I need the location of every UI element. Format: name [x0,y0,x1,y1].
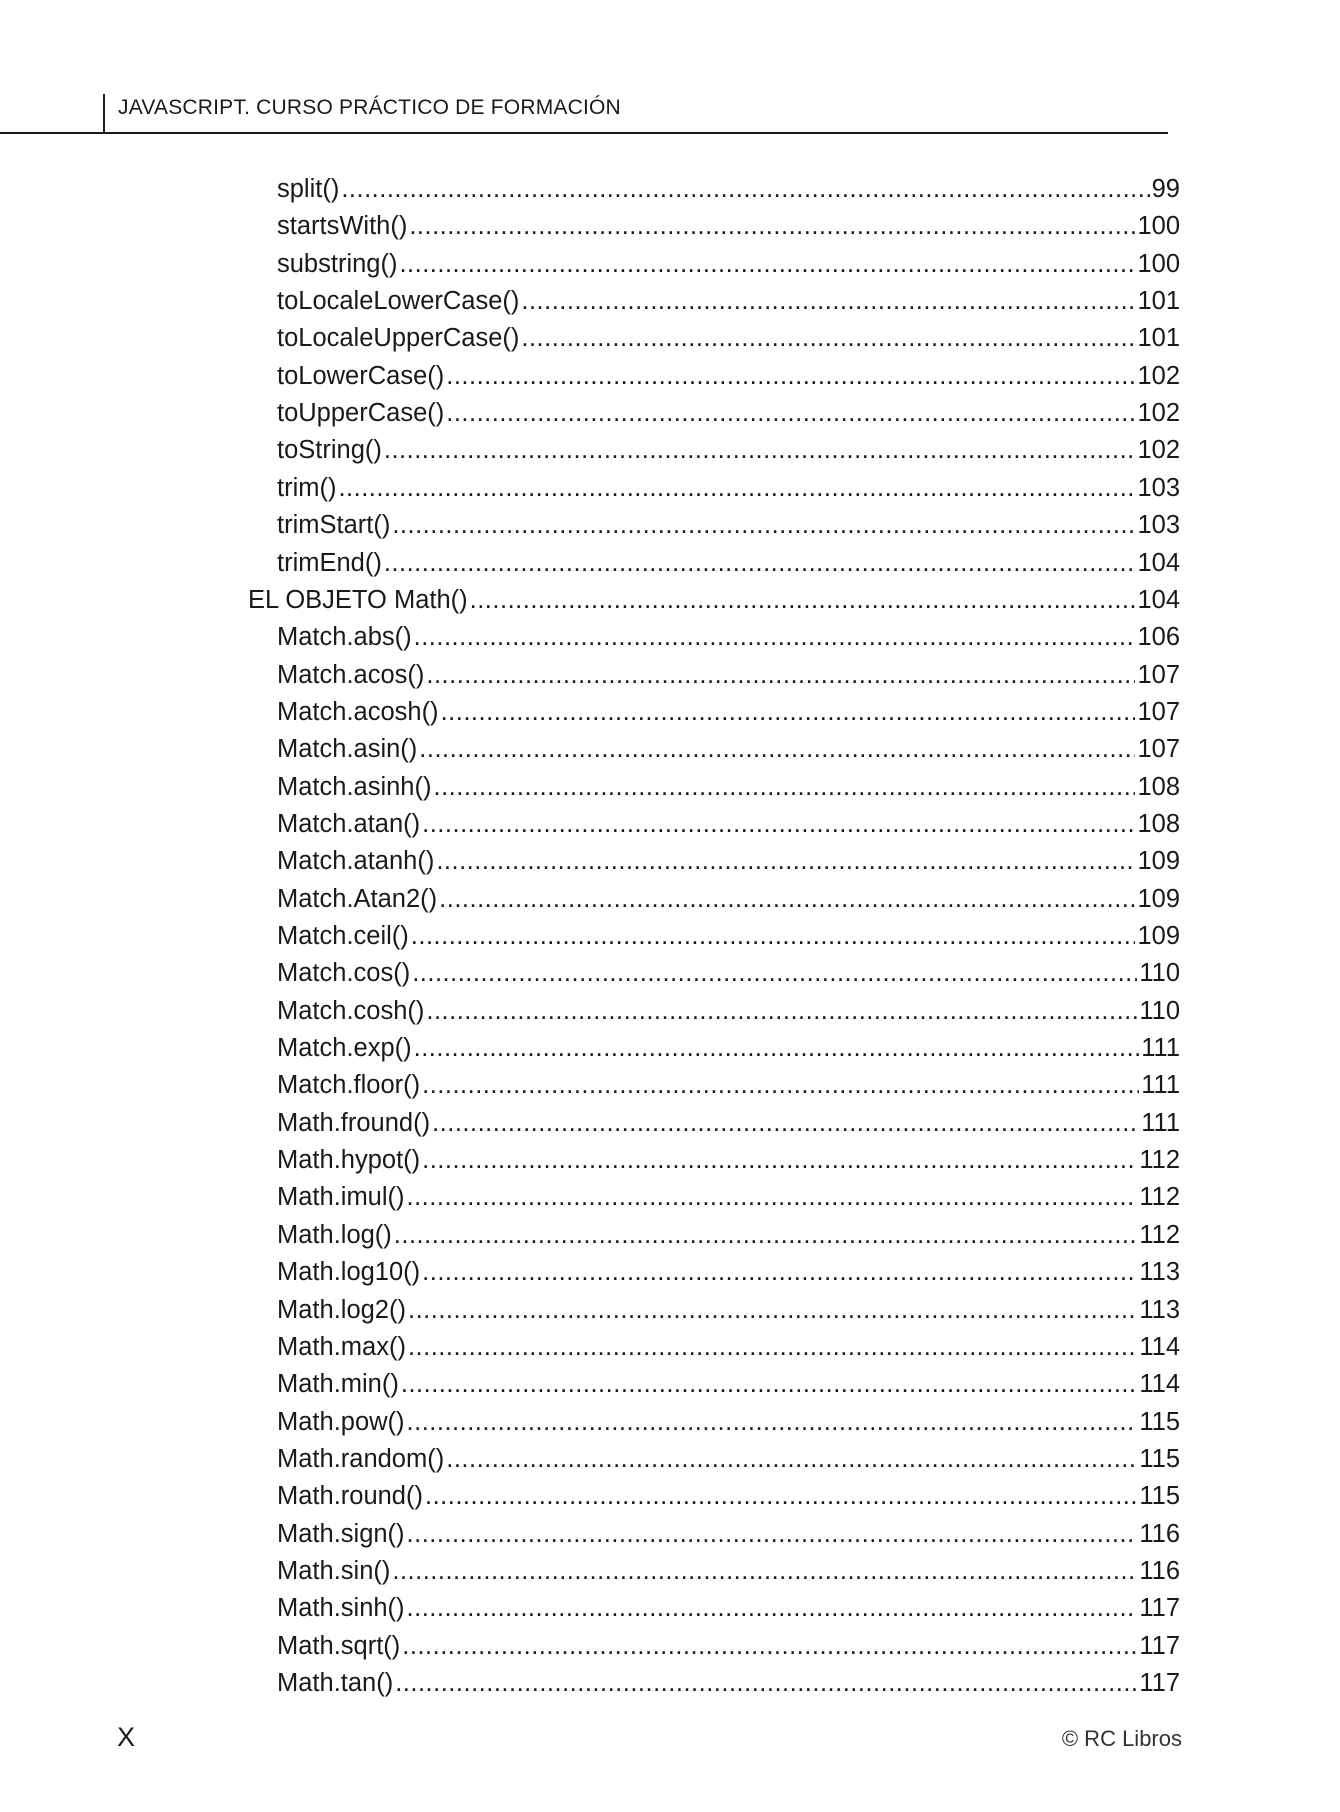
toc-entry-page: 110 [1139,959,1180,988]
toc-entry-page: 101 [1137,324,1180,353]
toc-entry-page: 110 [1139,996,1180,1025]
toc-entry [277,208,1180,245]
toc-entry-page: 106 [1137,623,1180,652]
toc-entry-page: 114 [1139,1332,1180,1361]
toc-dot-leader [446,1441,1137,1478]
toc-entry-label: Math.min() [277,1370,399,1399]
toc-dot-leader [422,1142,1137,1179]
toc-entry-page: 108 [1137,809,1180,838]
toc-dot-leader [384,545,1136,582]
toc-entry-label: Match.asin() [277,735,418,764]
toc-entry-page: 115 [1139,1444,1180,1473]
toc-entry [277,507,1180,544]
toc-entry-label: Math.sinh() [277,1594,405,1623]
toc-entry-page: 115 [1139,1407,1180,1436]
toc-entry-label: startsWith() [277,212,408,241]
toc-dot-leader [392,507,1135,544]
toc-entry [277,918,1180,955]
toc-entry-label: trimStart() [277,511,391,540]
toc-dot-leader [436,843,1135,880]
toc-entry-label: toLowerCase() [277,361,445,390]
toc-dot-leader [411,918,1136,955]
toc-dot-leader [407,1516,1138,1553]
toc-entry [277,1516,1180,1553]
toc-entry [277,806,1180,843]
toc-entry-page: 112 [1139,1146,1180,1175]
toc-entry-page: 102 [1137,361,1180,390]
toc-dot-leader [441,694,1136,731]
publisher-credit: © RC Libros [1061,1726,1182,1751]
toc-entry-page: 111 [1141,1071,1180,1100]
toc-entry-page: 111 [1141,1034,1180,1063]
toc-dot-leader [394,1217,1138,1254]
toc-entry-label: Match.floor() [277,1071,421,1100]
toc-entry [277,619,1180,656]
toc-entry-label: Match.cos() [277,959,411,988]
toc-entry-label: Math.random() [277,1444,445,1473]
toc-entry-page: 111 [1141,1108,1180,1137]
toc-entry-label: Math.max() [277,1332,406,1361]
toc-entry-page: 114 [1139,1370,1180,1399]
toc-entry-label: toUpperCase() [277,399,445,428]
toc-entry-label: Math.round() [277,1482,423,1511]
toc-entry [277,545,1180,582]
toc-entry [277,283,1180,320]
toc-dot-leader [446,395,1135,432]
toc-entry [277,470,1180,507]
toc-entry-page: 101 [1137,287,1180,316]
toc-entry-page: 107 [1137,697,1180,726]
toc-dot-leader [439,881,1135,918]
toc-entry [277,432,1180,469]
toc-entry-label: Math.sin() [277,1556,391,1585]
toc-entry-page: 103 [1137,473,1180,502]
toc-entry [277,395,1180,432]
toc-entry-label: Math.tan() [277,1669,394,1697]
toc-entry [277,1665,1180,1702]
toc-entry [277,1030,1180,1067]
toc-dot-leader [407,1179,1138,1216]
toc-entry [277,1142,1180,1179]
toc-entry-label: toLocaleLowerCase() [277,287,520,316]
toc-dot-leader [407,1590,1138,1627]
toc-entry-label: Match.Atan2() [277,884,438,913]
toc-entry-label: Match.atanh() [277,847,435,876]
toc-entry-label: Match.atan() [277,809,421,838]
toc-entry-page: 116 [1139,1519,1180,1548]
toc-dot-leader [401,1366,1137,1403]
toc-entry [277,1179,1180,1216]
toc-entry-label: split() [277,175,340,203]
toc-entry [277,1366,1180,1403]
toc-entry [277,320,1180,357]
toc-dot-leader [419,731,1135,768]
toc-entry [277,1553,1180,1590]
toc-dot-leader [446,358,1135,395]
toc-entry-page: 104 [1137,548,1180,577]
header-vertical-rule [103,94,105,134]
toc-entry-label: Math.log10() [277,1258,421,1287]
toc-dot-leader [402,1628,1137,1665]
toc-entry [277,955,1180,992]
toc-entry-page: 100 [1137,249,1180,278]
toc-entry [277,657,1180,694]
toc-entry [277,1105,1180,1142]
toc-entry [277,993,1180,1030]
toc-entry-page: 113 [1139,1295,1180,1324]
toc-dot-leader [395,1665,1137,1702]
toc-entry-page: 117 [1139,1594,1180,1623]
toc-entry-page: 107 [1137,735,1180,764]
toc-entry-label: trimEnd() [277,548,382,577]
toc-entry-label: Match.acosh() [277,697,439,726]
toc-dot-leader [426,657,1135,694]
toc-dot-leader [414,1030,1140,1067]
toc-entry-label: Math.log() [277,1220,392,1249]
toc-dot-leader [408,1292,1137,1329]
toc-entry [277,1067,1180,1104]
toc-dot-leader [409,208,1135,245]
toc-dot-leader [422,1254,1137,1291]
toc-entry-page: 113 [1139,1258,1180,1287]
page-number: X [117,1722,136,1752]
toc-entry-label: Match.cosh() [277,996,425,1025]
toc-entry-label: Match.abs() [277,623,412,652]
toc-dot-leader [338,470,1135,507]
toc-entry-label: trim() [277,473,337,502]
toc-entry-label: Math.hypot() [277,1146,421,1175]
toc-entry-page: 102 [1137,436,1180,465]
toc-entry [277,171,1180,208]
toc-entry [277,1441,1180,1478]
toc-entry [277,1292,1180,1329]
toc-entry [277,1254,1180,1291]
toc-entry [277,1478,1180,1515]
toc-entry-label: toLocaleUpperCase() [277,324,520,353]
toc-entry [277,1217,1180,1254]
toc-entry-page: 115 [1139,1482,1180,1511]
toc-dot-leader [422,806,1135,843]
toc-dot-leader [392,1553,1137,1590]
toc-entry-label: Math.fround() [277,1108,431,1137]
toc-entry-label: Math.sign() [277,1519,405,1548]
toc-entry-page: 117 [1139,1669,1180,1697]
toc-entry [277,358,1180,395]
toc-entry-page: 102 [1137,399,1180,428]
toc-dot-leader [426,993,1137,1030]
toc-entry-page: 112 [1139,1183,1180,1212]
toc-dot-leader [384,432,1136,469]
toc-dot-leader [432,1105,1139,1142]
toc-entry-page: 117 [1139,1631,1180,1660]
toc-entry [277,769,1180,806]
toc-entry-page: 104 [1137,585,1180,614]
toc-entry [277,881,1180,918]
toc-entry-label: Match.acos() [277,660,425,689]
toc-entry-page: 103 [1137,511,1180,540]
toc-entry [277,1628,1180,1665]
toc-section-entry [248,582,1180,619]
toc-entry-page: 109 [1137,847,1180,876]
toc-entry-page: 109 [1137,884,1180,913]
toc-entry-label: Math.pow() [277,1407,405,1436]
toc-dot-leader [399,246,1135,283]
toc-entry [277,246,1180,283]
toc-entry [277,1329,1180,1366]
toc-entry [277,843,1180,880]
toc-dot-leader [412,955,1137,992]
toc-entry-page: 108 [1137,772,1180,801]
toc-entry-label: substring() [277,249,398,278]
toc-entry [277,1590,1180,1627]
toc-dot-leader [422,1067,1139,1104]
toc-dot-leader [407,1404,1138,1441]
toc-dot-leader [433,769,1135,806]
toc-entry-label: Match.asinh() [277,772,432,801]
toc-entry [277,694,1180,731]
toc-dot-leader [408,1329,1137,1366]
toc-entry-label: Math.log2() [277,1295,406,1324]
toc-dot-leader [521,283,1135,320]
toc-entry-label: Math.imul() [277,1183,405,1212]
toc-entry-page: 116 [1139,1556,1180,1585]
toc-entry-label: Match.ceil() [277,922,409,950]
toc-dot-leader [414,619,1136,656]
toc-entry-page: 107 [1137,660,1180,689]
toc-entry [277,731,1180,768]
toc-entry [277,1404,1180,1441]
toc-entry-label: Match.exp() [277,1034,412,1063]
toc-entry-page: 99 [1151,175,1180,203]
toc-entry-page: 112 [1139,1220,1180,1249]
toc-entry-label: Math.sqrt() [277,1631,401,1660]
toc-entry-label: EL OBJETO Math() [248,585,468,614]
toc-entry-label: toString() [277,436,382,465]
running-header-title: JAVASCRIPT. CURSO PRÁCTICO DE FORMACIÓN [118,96,621,119]
toc-dot-leader [341,171,1149,208]
toc-dot-leader [425,1478,1137,1515]
header-horizontal-rule [0,132,1168,134]
toc-entry-page: 100 [1137,212,1180,241]
toc-dot-leader [470,582,1136,619]
toc-entry-page: 109 [1137,922,1180,950]
toc-dot-leader [521,320,1135,357]
